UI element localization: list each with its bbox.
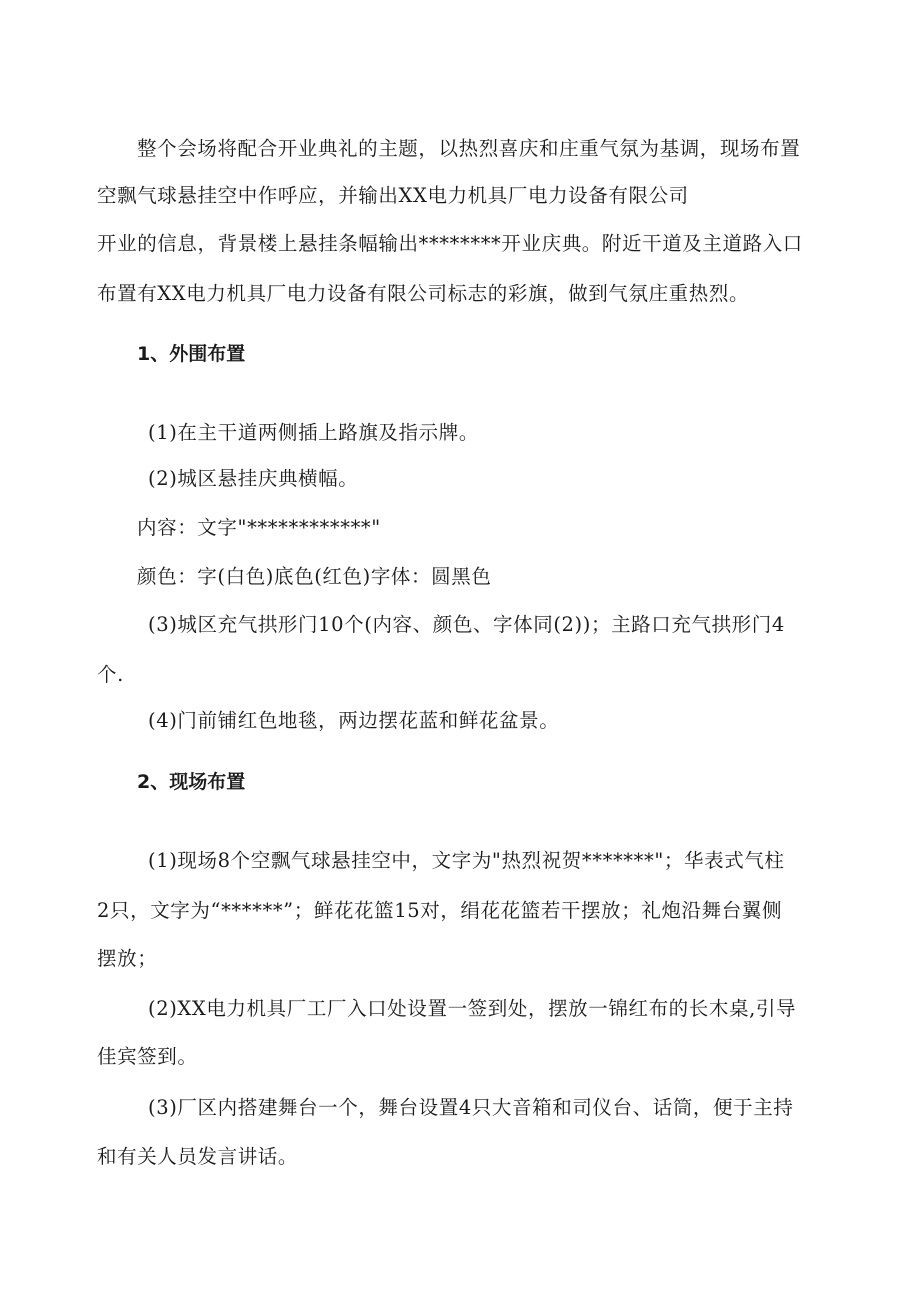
intro-line-2: 空飘气球悬挂空中作呼应，并输出XX电力机具厂电力设备有限公司 xyxy=(97,184,689,207)
section2-item-3: (3)厂区内搭建舞台一个，舞台设置4只大音箱和司仪台、话筒，便于主持 xyxy=(148,1096,794,1119)
section2-item-1-cont2: 摆放； xyxy=(97,947,158,970)
section1-color-line: 颜色：字(白色)底色(红色)字体：圆黑色 xyxy=(137,565,492,588)
intro-line-1: 整个会场将配合开业典礼的主题，以热烈喜庆和庄重气氛为基调，现场布置 xyxy=(137,137,801,160)
section2-item-1: (1)现场8个空飘气球悬挂空中，文字为"热烈祝贺*******"；华表式气柱 xyxy=(148,849,785,872)
section2-item-2: (2)XX电力机具厂工厂入口处设置一签到处，摆放一锦红布的长木桌,引导 xyxy=(148,997,797,1020)
section1-content-line: 内容：文字"************" xyxy=(137,516,381,539)
section1-heading: 1、外围布置 xyxy=(137,343,246,365)
intro-line-4: 布置有XX电力机具厂电力设备有限公司标志的彩旗，做到气氛庄重热烈。 xyxy=(97,282,750,305)
section2-item-2-cont: 佳宾签到。 xyxy=(97,1045,198,1068)
section1-item-4: (4)门前铺红色地毯，两边摆花蓝和鲜花盆景。 xyxy=(148,709,560,732)
section1-item-1: (1)在主干道两侧插上路旗及指示牌。 xyxy=(148,421,479,444)
section1-item-2: (2)城区悬挂庆典横幅。 xyxy=(148,467,359,490)
section1-item-3-cont: 个. xyxy=(97,663,124,686)
section2-heading: 2、现场布置 xyxy=(137,771,246,793)
section2-item-1-cont: 2只，文字为“******”；鲜花花篮15对，绢花花篮若干摆放；礼炮沿舞台翼侧 xyxy=(97,899,783,922)
section1-item-3: (3)城区充气拱形门10个(内容、颜色、字体同(2))；主路口充气拱形门4 xyxy=(148,613,785,636)
intro-line-3: 开业的信息，背景楼上悬挂条幅输出********开业庆典。附近干道及主道路入口 xyxy=(97,232,803,255)
section2-item-3-cont: 和有关人员发言讲话。 xyxy=(97,1145,299,1168)
